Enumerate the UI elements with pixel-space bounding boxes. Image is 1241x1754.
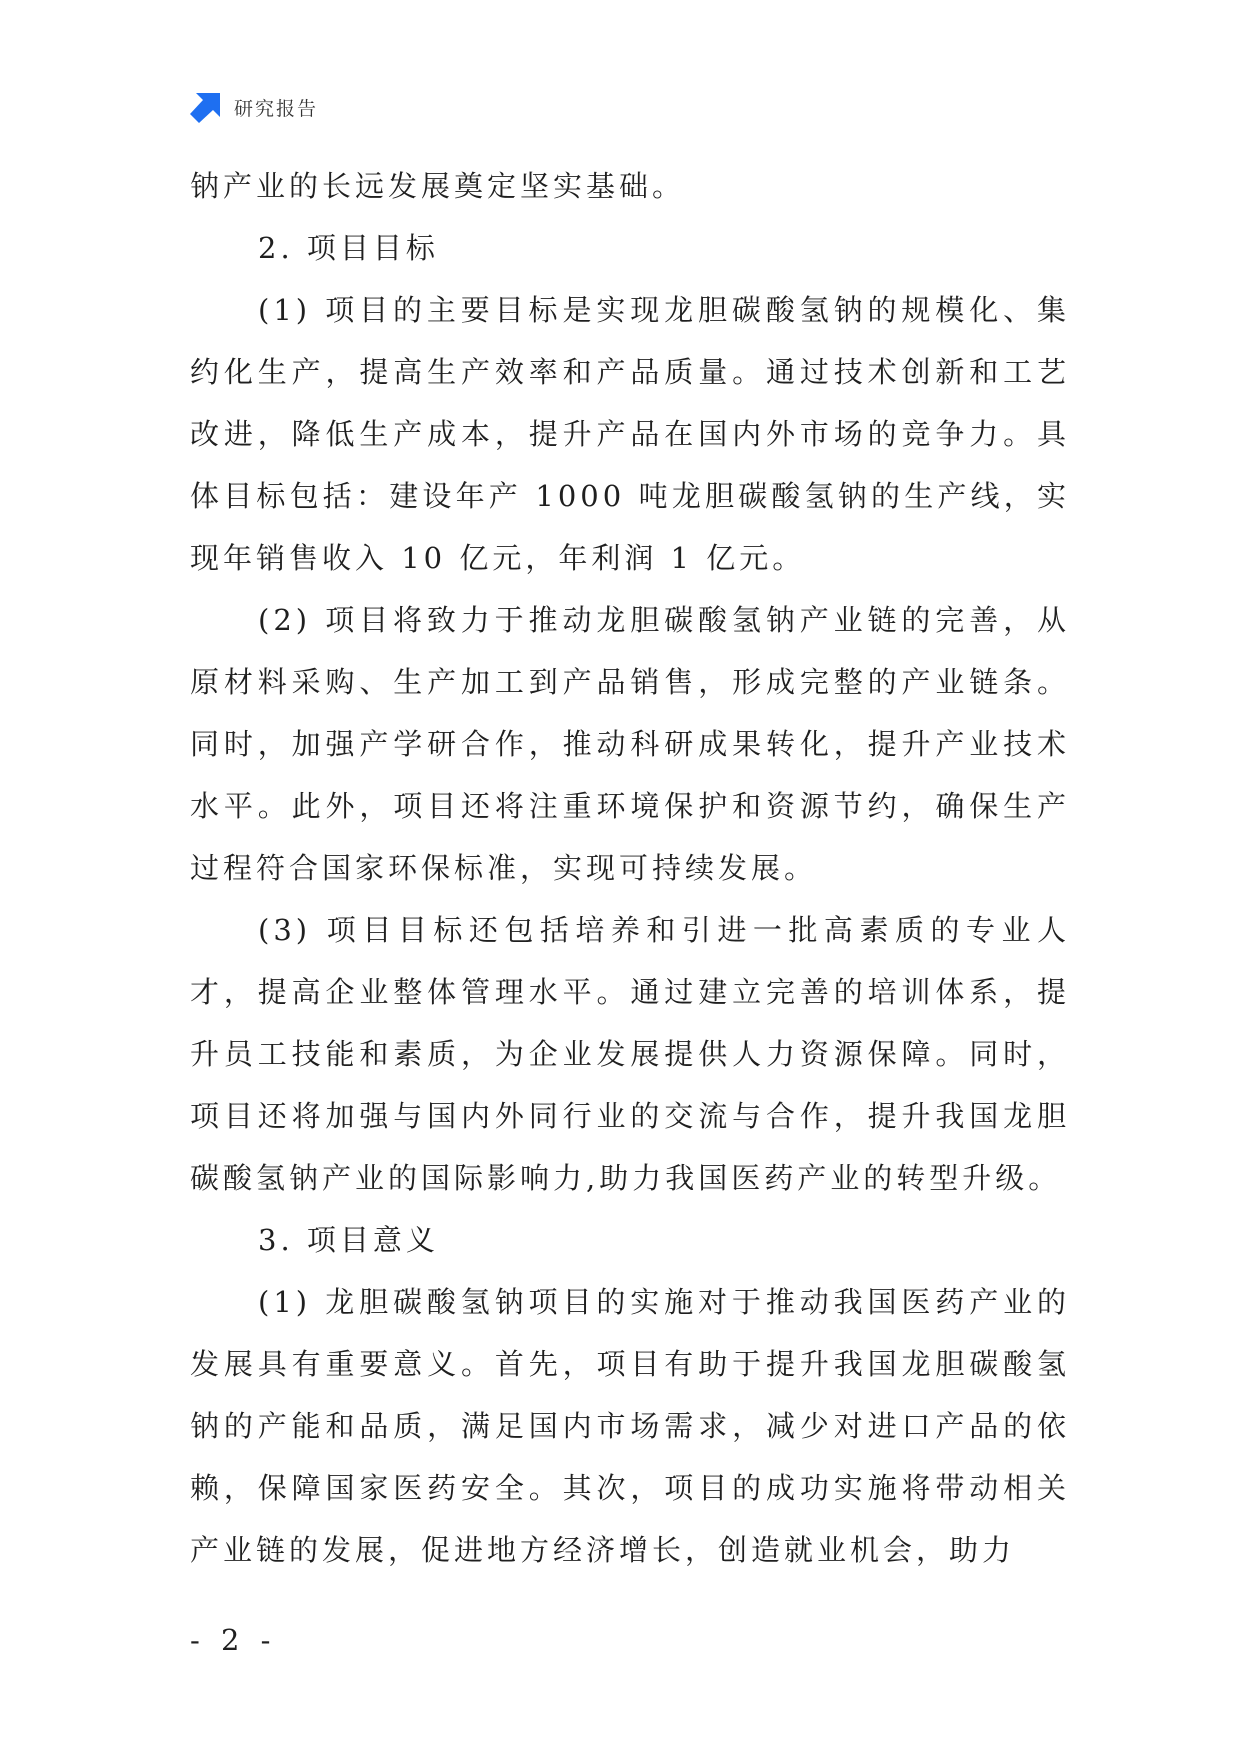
document-body bbox=[190, 155, 1070, 1581]
header-title: 研究报告 bbox=[234, 97, 319, 120]
section-heading-project-significance: 3. 项目意义 bbox=[258, 1223, 439, 1257]
paragraph-goal-2: (2) 项目将致力于推动龙胆碳酸氢钠产业链的完善，从原材料采购、生产加工到产品销售，形成完整的产业链条。同时，加强产学研合作，推动科研成果转化，提升产业技术水平。此外，项目还将注重环境保护和资源节约，确保生产过程符合国家环保标准，实现可持续发展。 bbox=[190, 603, 1070, 885]
paragraph-goal-1: (1) 项目的主要目标是实现龙胆碳酸氢钠的规模化、集约化生产，提高生产效率和产品质量。通过技术创新和工艺改进，降低生产成本，提升产品在国内外市场的竞争力。具体目标包括：建设年产 1000 吨龙胆碳酸氢钠的生产线，实现年销售收入 10 亿元，年利润 1 亿元。 bbox=[190, 293, 1070, 575]
arrow-up-right-icon bbox=[190, 91, 222, 123]
paragraph-continuation: 钠产业的长远发展奠定坚实基础。 bbox=[190, 169, 686, 203]
section-heading-project-goals: 2. 项目目标 bbox=[258, 231, 439, 265]
paragraph-goal-3: (3) 项目目标还包括培养和引进一批高素质的专业人才，提高企业整体管理水平。通过建立完善的培训体系，提升员工技能和素质，为企业发展提供人力资源保障。同时，项目还将加强与国内外同行业的交流与合作，提升我国龙胆碳酸氢钠产业的国际影响力,助力我国医药产业的转型升级。 bbox=[190, 913, 1070, 1195]
paragraph-significance-1: (1) 龙胆碳酸氢钠项目的实施对于推动我国医药产业的发展具有重要意义。首先，项目有助于提升我国龙胆碳酸氢钠的产能和品质，满足国内市场需求，减少对进口产品的依赖，保障国家医药安全。其次，项目的成功实施将带动相关产业链的发展，促进地方经济增长，创造就业机会，助力 bbox=[190, 1285, 1070, 1567]
report-header bbox=[190, 90, 318, 124]
page-number: - 2 - bbox=[190, 1623, 277, 1657]
